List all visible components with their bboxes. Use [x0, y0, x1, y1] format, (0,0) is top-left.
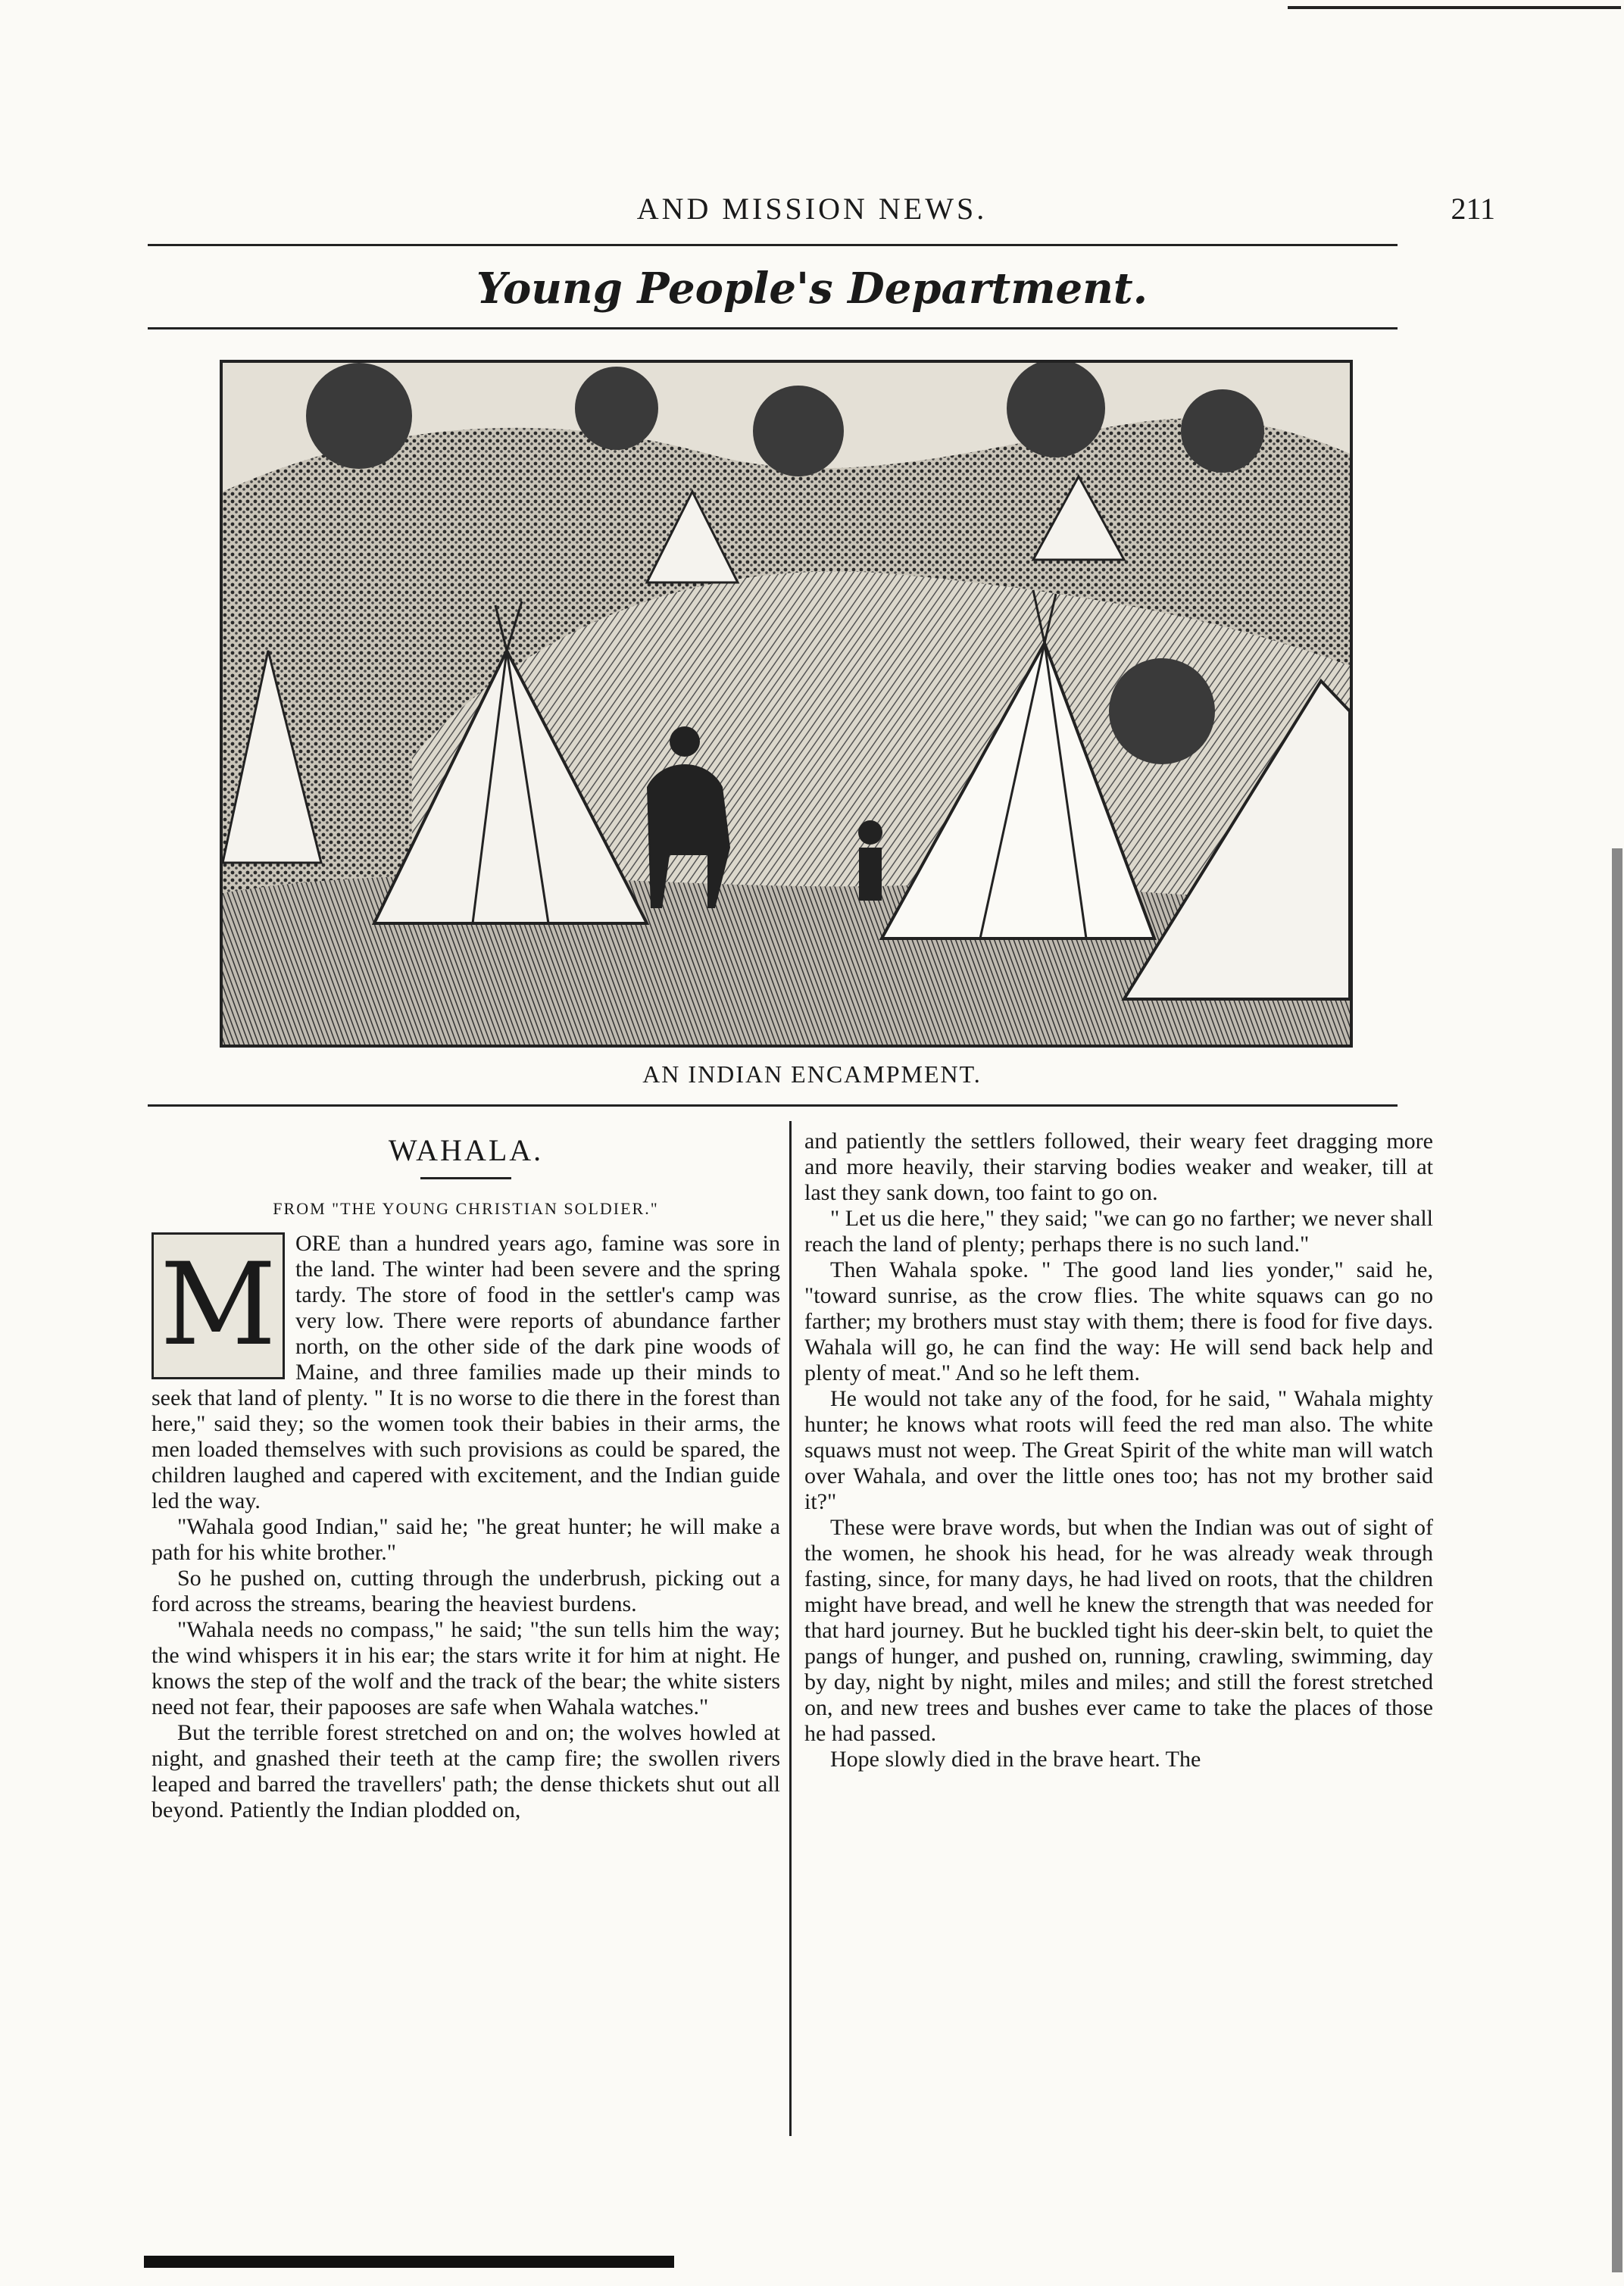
paragraph: "Wahala good Indian," said he; "he great hunter; he will make a path for his white brother." [151, 1514, 780, 1565]
paragraph: ORE than a hundred years ago, famine was sore in the land. The winter had been severe and the spring tardy. The store of food in the settler's camp was very low. There were reports of abundance farther north, on the other side of the dark pine woods of Maine, and three families made up their minds to seek that land of plenty. " It is no worse to die there in the forest than here," said they; so the women took their babies in their arms, the men loaded themselves with such provisions as could be spared, the children laughed and capered with excitement, and the Indian guide led the way. [151, 1231, 780, 1513]
paragraph: He would not take any of the food, for he said, " Wahala mighty hunter; he knows what roots will feed the red man also. The white squaws must not weep. The Great Spirit of the white man will watch over Wahala, and over the little ones too; has not my brother said it?" [804, 1386, 1433, 1514]
drop-cap-letter: M [160, 1239, 276, 1371]
paragraph: But the terrible forest stretched on and on; the wolves howled at night, and gnashed their teeth at the camp fire; the swollen rivers leaped and barred the travellers' path; the dense thickets shut out all beyond. Patiently the Indian plodded on, [151, 1720, 780, 1822]
department-rule [148, 327, 1398, 329]
left-column [151, 1129, 780, 1823]
paragraph: These were brave words, but when the Indian was out of sight of the women, he shook his head, for he was already weak through fasting, since, for many days, he had lived on roots, that the children might have bread, and well he knew the strength that was needed for that hard journey. But he buckled tight his deer-skin belt, to quiet the pangs of hunger, and pushed on, running, crawling, swimming, day by day, night by night, miles and miles; and still the forest stretched on, and new trees and bushes ever came to take the places of those he had passed. [804, 1515, 1433, 1746]
header-rule [148, 244, 1398, 246]
page-number: 211 [1451, 192, 1495, 226]
column-divider [789, 1121, 792, 2136]
engraving-illustration [220, 360, 1353, 1048]
title-rule [420, 1177, 511, 1179]
paragraph: " Let us die here," they said; "we can go no farther; we never shall reach the land of plenty; perhaps there is no such land." [804, 1206, 1433, 1257]
caption-rule [148, 1104, 1398, 1107]
paragraph: and patiently the settlers followed, their weary feet dragging more and more heavily, their starving bodies weaker and weaker, till at last they sank down, too faint to go on. [804, 1129, 1433, 1205]
bottom-scan-bar [144, 2256, 674, 2268]
right-page-edge [1612, 848, 1622, 2272]
paragraph: Then Wahala spoke. " The good land lies yonder," said he, "toward sunrise, as the crow flies. The white squaws can go no farther; my brothers must stay with them; there is food for five days. Wahala will go, he can find the way: He will send back help and plenty of meat." And so he left them. [804, 1257, 1433, 1385]
encampment-engraving [223, 363, 1350, 1045]
running-head: AND MISSION NEWS. [636, 192, 988, 226]
drop-cap-ornament [151, 1232, 285, 1379]
figure-caption: AN INDIAN ENCAMPMENT. [642, 1060, 982, 1088]
paragraph: Hope slowly died in the brave heart. The [830, 1747, 1201, 1772]
top-right-rule [1288, 6, 1621, 9]
right-column [804, 1129, 1433, 1772]
department-title: Young People's Department. [476, 264, 1148, 314]
article-byline: FROM "THE YOUNG CHRISTIAN SOLDIER." [273, 1199, 659, 1218]
paragraph: So he pushed on, cutting through the underbrush, picking out a ford across the streams, bearing the heaviest burdens. [151, 1566, 780, 1616]
paragraph: "Wahala needs no compass," he said; "the sun tells him the way; the wind whispers it in his ear; the stars write it for him at night. He knows the step of the wolf and the track of the bear; the white sisters need not fear, their papooses are safe when Wahala watches." [151, 1617, 780, 1719]
article-title: WAHALA. [388, 1133, 544, 1167]
